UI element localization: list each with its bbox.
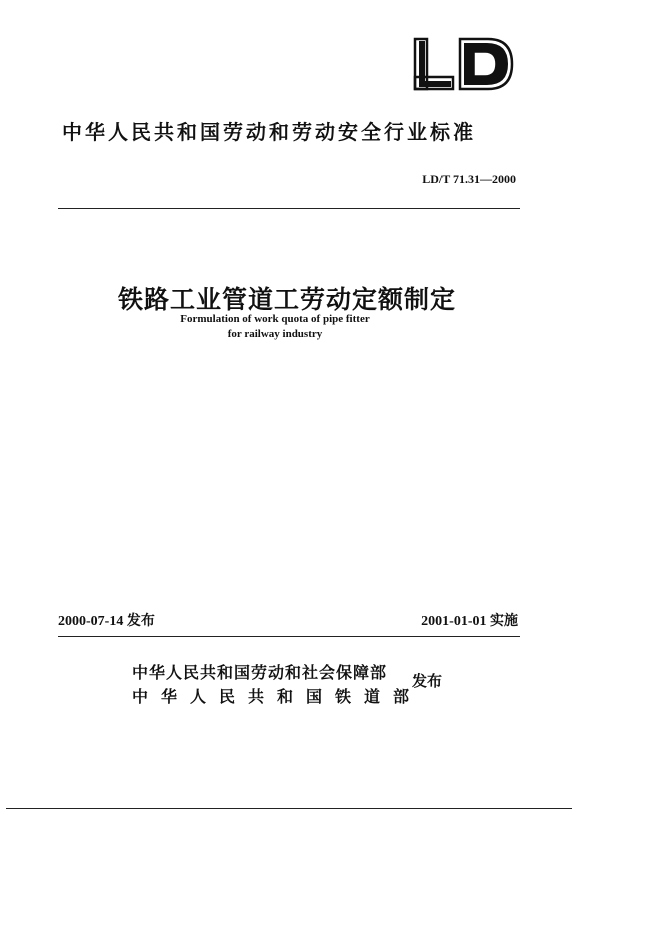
issue-date: 2000-07-14 发布 <box>58 614 155 629</box>
publish-label: 发布 <box>412 672 443 690</box>
date-divider <box>58 636 520 637</box>
publisher-ministry-railways: 中华人民共和国铁道部 <box>132 687 423 706</box>
standard-category-title: 中华人民共和国劳动和劳动安全行业标准 <box>62 120 476 144</box>
logo-letter-l <box>415 39 453 89</box>
document-title-en-line1: Formulation of work quota of pipe fitter <box>180 313 370 325</box>
effective-date: 2001-01-01 实施 <box>421 614 518 629</box>
document-title-en-line2: for railway industry <box>227 328 323 340</box>
document-title-cn: 铁路工业管道工劳动定额制定 <box>118 285 457 314</box>
ld-logo <box>412 36 516 92</box>
publisher-ministry-labour: 中华人民共和国劳动和社会保障部 <box>132 663 388 682</box>
document-title-en <box>140 312 410 342</box>
top-divider <box>58 208 520 209</box>
bottom-divider <box>6 808 572 809</box>
standard-number: LD/T 71.31—2000 <box>422 172 516 186</box>
logo-letter-d <box>460 39 512 89</box>
